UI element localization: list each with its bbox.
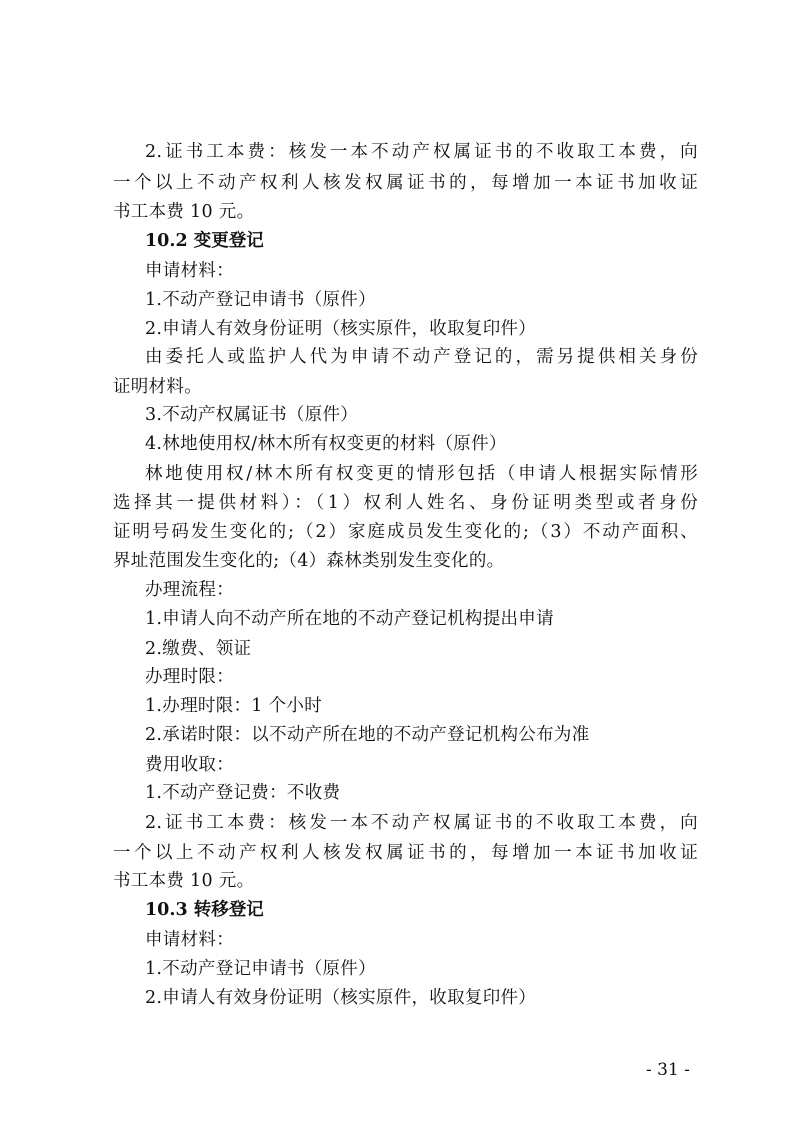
list-item: 2.缴费、领证 [145, 639, 252, 659]
list-item: 1.不动产登记费：不收费 [145, 783, 341, 803]
list-item: 1.办理时限：1 个小时 [145, 696, 322, 716]
paragraph-line: 书工本费 10 元。 [113, 871, 255, 891]
paragraph-line: 2.证书工本费：核发一本不动产权属证书的不收取工本费，向 [145, 142, 698, 162]
section-heading-10-3: 10.3 转移登记 [145, 900, 264, 920]
paragraph-line: 界址范围发生变化的;（4）森林类别发生变化的。 [113, 551, 505, 571]
page-number: - 31 - [646, 1060, 690, 1080]
list-item: 1.不动产登记申请书（原件） [145, 290, 376, 310]
paragraph-line: 申请材料： [145, 930, 234, 950]
paragraph-line: 申请材料： [145, 261, 234, 281]
paragraph-line: 书工本费 10 元。 [113, 202, 255, 222]
list-item: 2.承诺时限：以不动产所在地的不动产登记机构公布为准 [145, 725, 590, 745]
paragraph-line: 证明号码发生变化的;（2）家庭成员发生变化的;（3）不动产面积、 [113, 522, 698, 542]
list-item: 2.申请人有效身份证明（核实原件，收取复印件） [145, 319, 537, 339]
paragraph-line: 选择其一提供材料）：（1）权利人姓名、身份证明类型或者身份 [113, 493, 698, 513]
list-item: 2.申请人有效身份证明（核实原件，收取复印件） [145, 988, 537, 1008]
paragraph-line: 办理流程： [145, 580, 234, 600]
paragraph-line: 办理时限： [145, 667, 234, 687]
paragraph-line: 林地使用权/林木所有权变更的情形包括（申请人根据实际情形 [145, 464, 698, 484]
paragraph-line: 2.证书工本费：核发一本不动产权属证书的不收取工本费，向 [145, 813, 698, 833]
section-heading-10-2: 10.2 变更登记 [145, 231, 264, 251]
paragraph-line: 一个以上不动产权利人核发权属证书的，每增加一本证书加收证 [113, 173, 698, 193]
list-item: 1.不动产登记申请书（原件） [145, 959, 376, 979]
list-item: 3.不动产权属证书（原件） [145, 405, 359, 425]
paragraph-line: 证明材料。 [113, 377, 202, 397]
list-item: 4.林地使用权/林木所有权变更的材料（原件） [145, 434, 507, 454]
paragraph-line: 费用收取： [145, 755, 234, 775]
paragraph-line: 一个以上不动产权利人核发权属证书的，每增加一本证书加收证 [113, 843, 698, 863]
list-item: 1.申请人向不动产所在地的不动产登记机构提出申请 [145, 609, 554, 629]
paragraph-line: 由委托人或监护人代为申请不动产登记的，需另提供相关身份 [145, 347, 698, 367]
